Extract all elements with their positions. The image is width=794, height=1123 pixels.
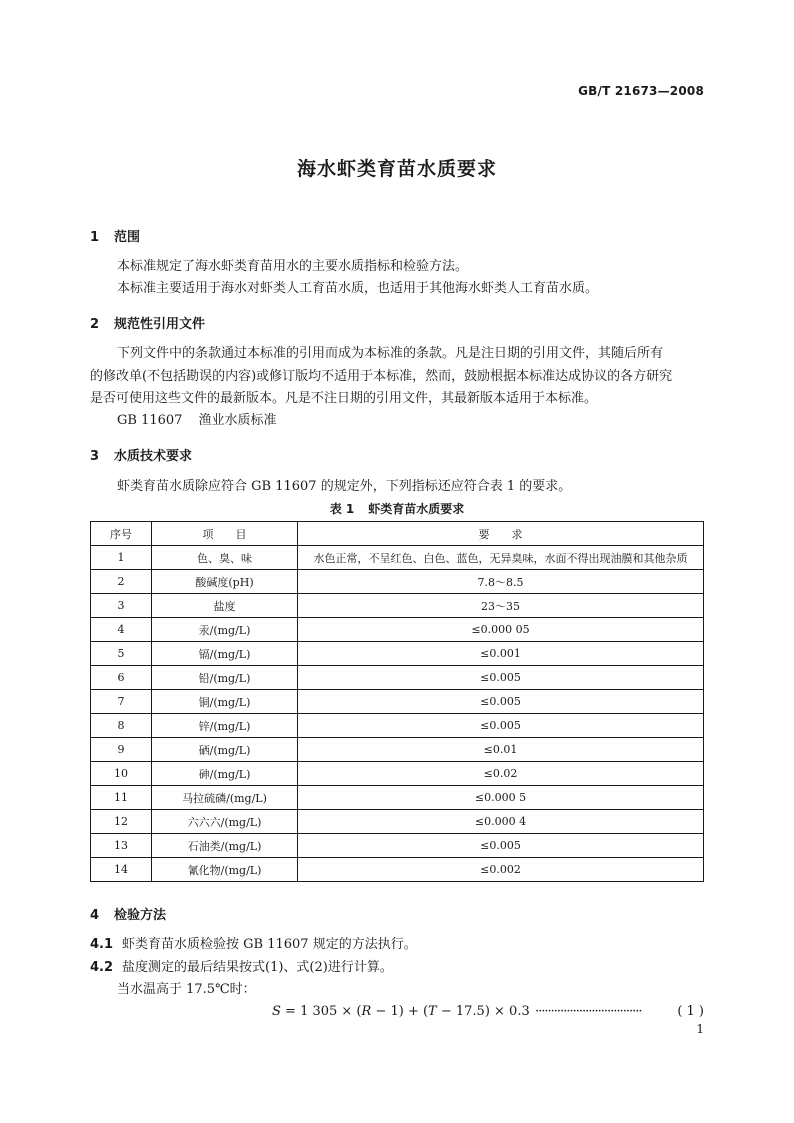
section-number: 4 [90, 908, 100, 923]
row-number-cell: 11 [91, 786, 152, 810]
table-row [91, 762, 704, 786]
requirement-cell: 7.8～8.5 [298, 570, 704, 594]
reference-code: GB 11607 [117, 413, 183, 428]
formula-var-t: T [428, 1004, 437, 1019]
requirement-cell: ≤0.002 [298, 858, 704, 882]
section-2-line-2: 的修改单(不包括勘误的内容)或修订版均不适用于本标准，然而，鼓励根据本标准达成协议的各方研究 [90, 369, 673, 384]
formula-part: = 1 305 × ( [280, 1004, 362, 1019]
item-cell: 硒/(mg/L) [152, 738, 298, 762]
water-quality-table [90, 521, 704, 882]
table-number: 表 1 [329, 502, 355, 516]
section-1-para-1: 本标准规定了海水虾类育苗用水的主要水质指标和检验方法。 [117, 259, 469, 274]
table-row [91, 810, 704, 834]
requirement-cell: ≤0.005 [298, 690, 704, 714]
standard-code: GB/T 21673—2008 [578, 84, 704, 98]
table-row [91, 546, 704, 570]
requirement-cell: ≤0.000 5 [298, 786, 704, 810]
table-row [91, 690, 704, 714]
section-3-heading [90, 445, 192, 464]
table-row [91, 618, 704, 642]
header-cell: 序号 [91, 522, 152, 546]
clause-text: 虾类育苗水质检验按 GB 11607 规定的方法执行。 [122, 937, 417, 952]
requirement-cell: ≤0.001 [298, 642, 704, 666]
row-number-cell: 9 [91, 738, 152, 762]
clause-number: 4.1 [90, 937, 114, 952]
row-number-cell: 5 [91, 642, 152, 666]
table-row [91, 666, 704, 690]
table-body [91, 546, 704, 882]
document-title: 海水虾类育苗水质要求 [296, 158, 497, 180]
row-number-cell: 14 [91, 858, 152, 882]
item-cell: 汞/(mg/L) [152, 618, 298, 642]
table-header-row [91, 522, 704, 546]
section-number: 3 [90, 449, 100, 464]
requirement-cell: ≤0.005 [298, 714, 704, 738]
section-3-para: 虾类育苗水质除应符合 GB 11607 的规定外，下列指标还应符合表 1 的要求。 [117, 479, 572, 494]
row-number-cell: 3 [91, 594, 152, 618]
page-number: 1 [696, 1022, 704, 1036]
item-cell: 锌/(mg/L) [152, 714, 298, 738]
header-cell: 要 求 [298, 522, 704, 546]
requirement-cell: ≤0.000 05 [298, 618, 704, 642]
row-number-cell: 1 [91, 546, 152, 570]
section-title: 水质技术要求 [114, 449, 193, 464]
section-1-heading [90, 226, 140, 245]
table-row [91, 642, 704, 666]
section-2-line-3: 是否可使用这些文件的最新版本。凡是不注日期的引用文件，其最新版本适用于本标准。 [90, 391, 598, 406]
clause-number: 4.2 [90, 960, 114, 975]
requirement-cell: ≤0.02 [298, 762, 704, 786]
section-title: 检验方法 [114, 908, 167, 923]
section-4-heading [90, 904, 166, 923]
item-cell: 酸碱度(pH) [152, 570, 298, 594]
table-row [91, 834, 704, 858]
row-number-cell: 10 [91, 762, 152, 786]
item-cell: 六六六/(mg/L) [152, 810, 298, 834]
table-row [91, 738, 704, 762]
item-cell: 盐度 [152, 594, 298, 618]
table-row [91, 594, 704, 618]
clause-4-2 [90, 956, 393, 979]
item-cell: 马拉硫磷/(mg/L) [152, 786, 298, 810]
formula-var-r: R [361, 1004, 372, 1019]
item-cell: 铜/(mg/L) [152, 690, 298, 714]
formula-part: − 17.5) × 0.3 [436, 1004, 530, 1019]
clause-text: 盐度测定的最后结果按式(1)、式(2)进行计算。 [122, 960, 393, 975]
requirement-cell: ≤0.005 [298, 666, 704, 690]
row-number-cell: 6 [91, 666, 152, 690]
table-row [91, 786, 704, 810]
requirement-cell: 水色正常，不呈红色、白色、蓝色，无异臭味，水面不得出现油膜和其他杂质 [298, 546, 704, 570]
table-row [91, 570, 704, 594]
item-cell: 色、臭、味 [152, 546, 298, 570]
salinity-formula [272, 1000, 530, 1023]
row-number-cell: 4 [91, 618, 152, 642]
table-row [91, 714, 704, 738]
requirement-cell: ≤0.005 [298, 834, 704, 858]
section-title: 范围 [114, 230, 141, 245]
table-caption [0, 500, 794, 517]
row-number-cell: 2 [91, 570, 152, 594]
item-cell: 镉/(mg/L) [152, 642, 298, 666]
section-1-para-2: 本标准主要适用于海水对虾类人工育苗水质，也适用于其他海水虾类人工育苗水质。 [117, 281, 599, 296]
formula-part: − 1) + ( [371, 1004, 429, 1019]
section-title: 规范性引用文件 [114, 317, 206, 332]
table-row [91, 858, 704, 882]
section-2-heading [90, 313, 205, 332]
row-number-cell: 8 [91, 714, 152, 738]
requirement-cell: 23～35 [298, 594, 704, 618]
formula-leader-dots: ·································· [535, 1004, 642, 1019]
requirement-cell: ≤0.01 [298, 738, 704, 762]
item-cell: 砷/(mg/L) [152, 762, 298, 786]
item-cell: 铅/(mg/L) [152, 666, 298, 690]
header-cell: 项 目 [152, 522, 298, 546]
row-number-cell: 7 [91, 690, 152, 714]
item-cell: 石油类/(mg/L) [152, 834, 298, 858]
section-number: 2 [90, 317, 100, 332]
table-title: 虾类育苗水质要求 [368, 502, 465, 516]
clause-4-1 [90, 933, 417, 956]
requirement-cell: ≤0.000 4 [298, 810, 704, 834]
formula-var-s: S [272, 1004, 281, 1019]
row-number-cell: 12 [91, 810, 152, 834]
section-number: 1 [90, 230, 100, 245]
item-cell: 氰化物/(mg/L) [152, 858, 298, 882]
section-2-line-1: 下列文件中的条款通过本标准的引用而成为本标准的条款。凡是注日期的引用文件，其随后所有 [117, 346, 664, 361]
row-number-cell: 13 [91, 834, 152, 858]
reference-name: 渔业水质标准 [198, 413, 277, 428]
equation-number: ( 1 ) [677, 1004, 704, 1019]
temperature-condition: 当水温高于 17.5℃时： [117, 982, 256, 997]
normative-reference [117, 409, 276, 432]
